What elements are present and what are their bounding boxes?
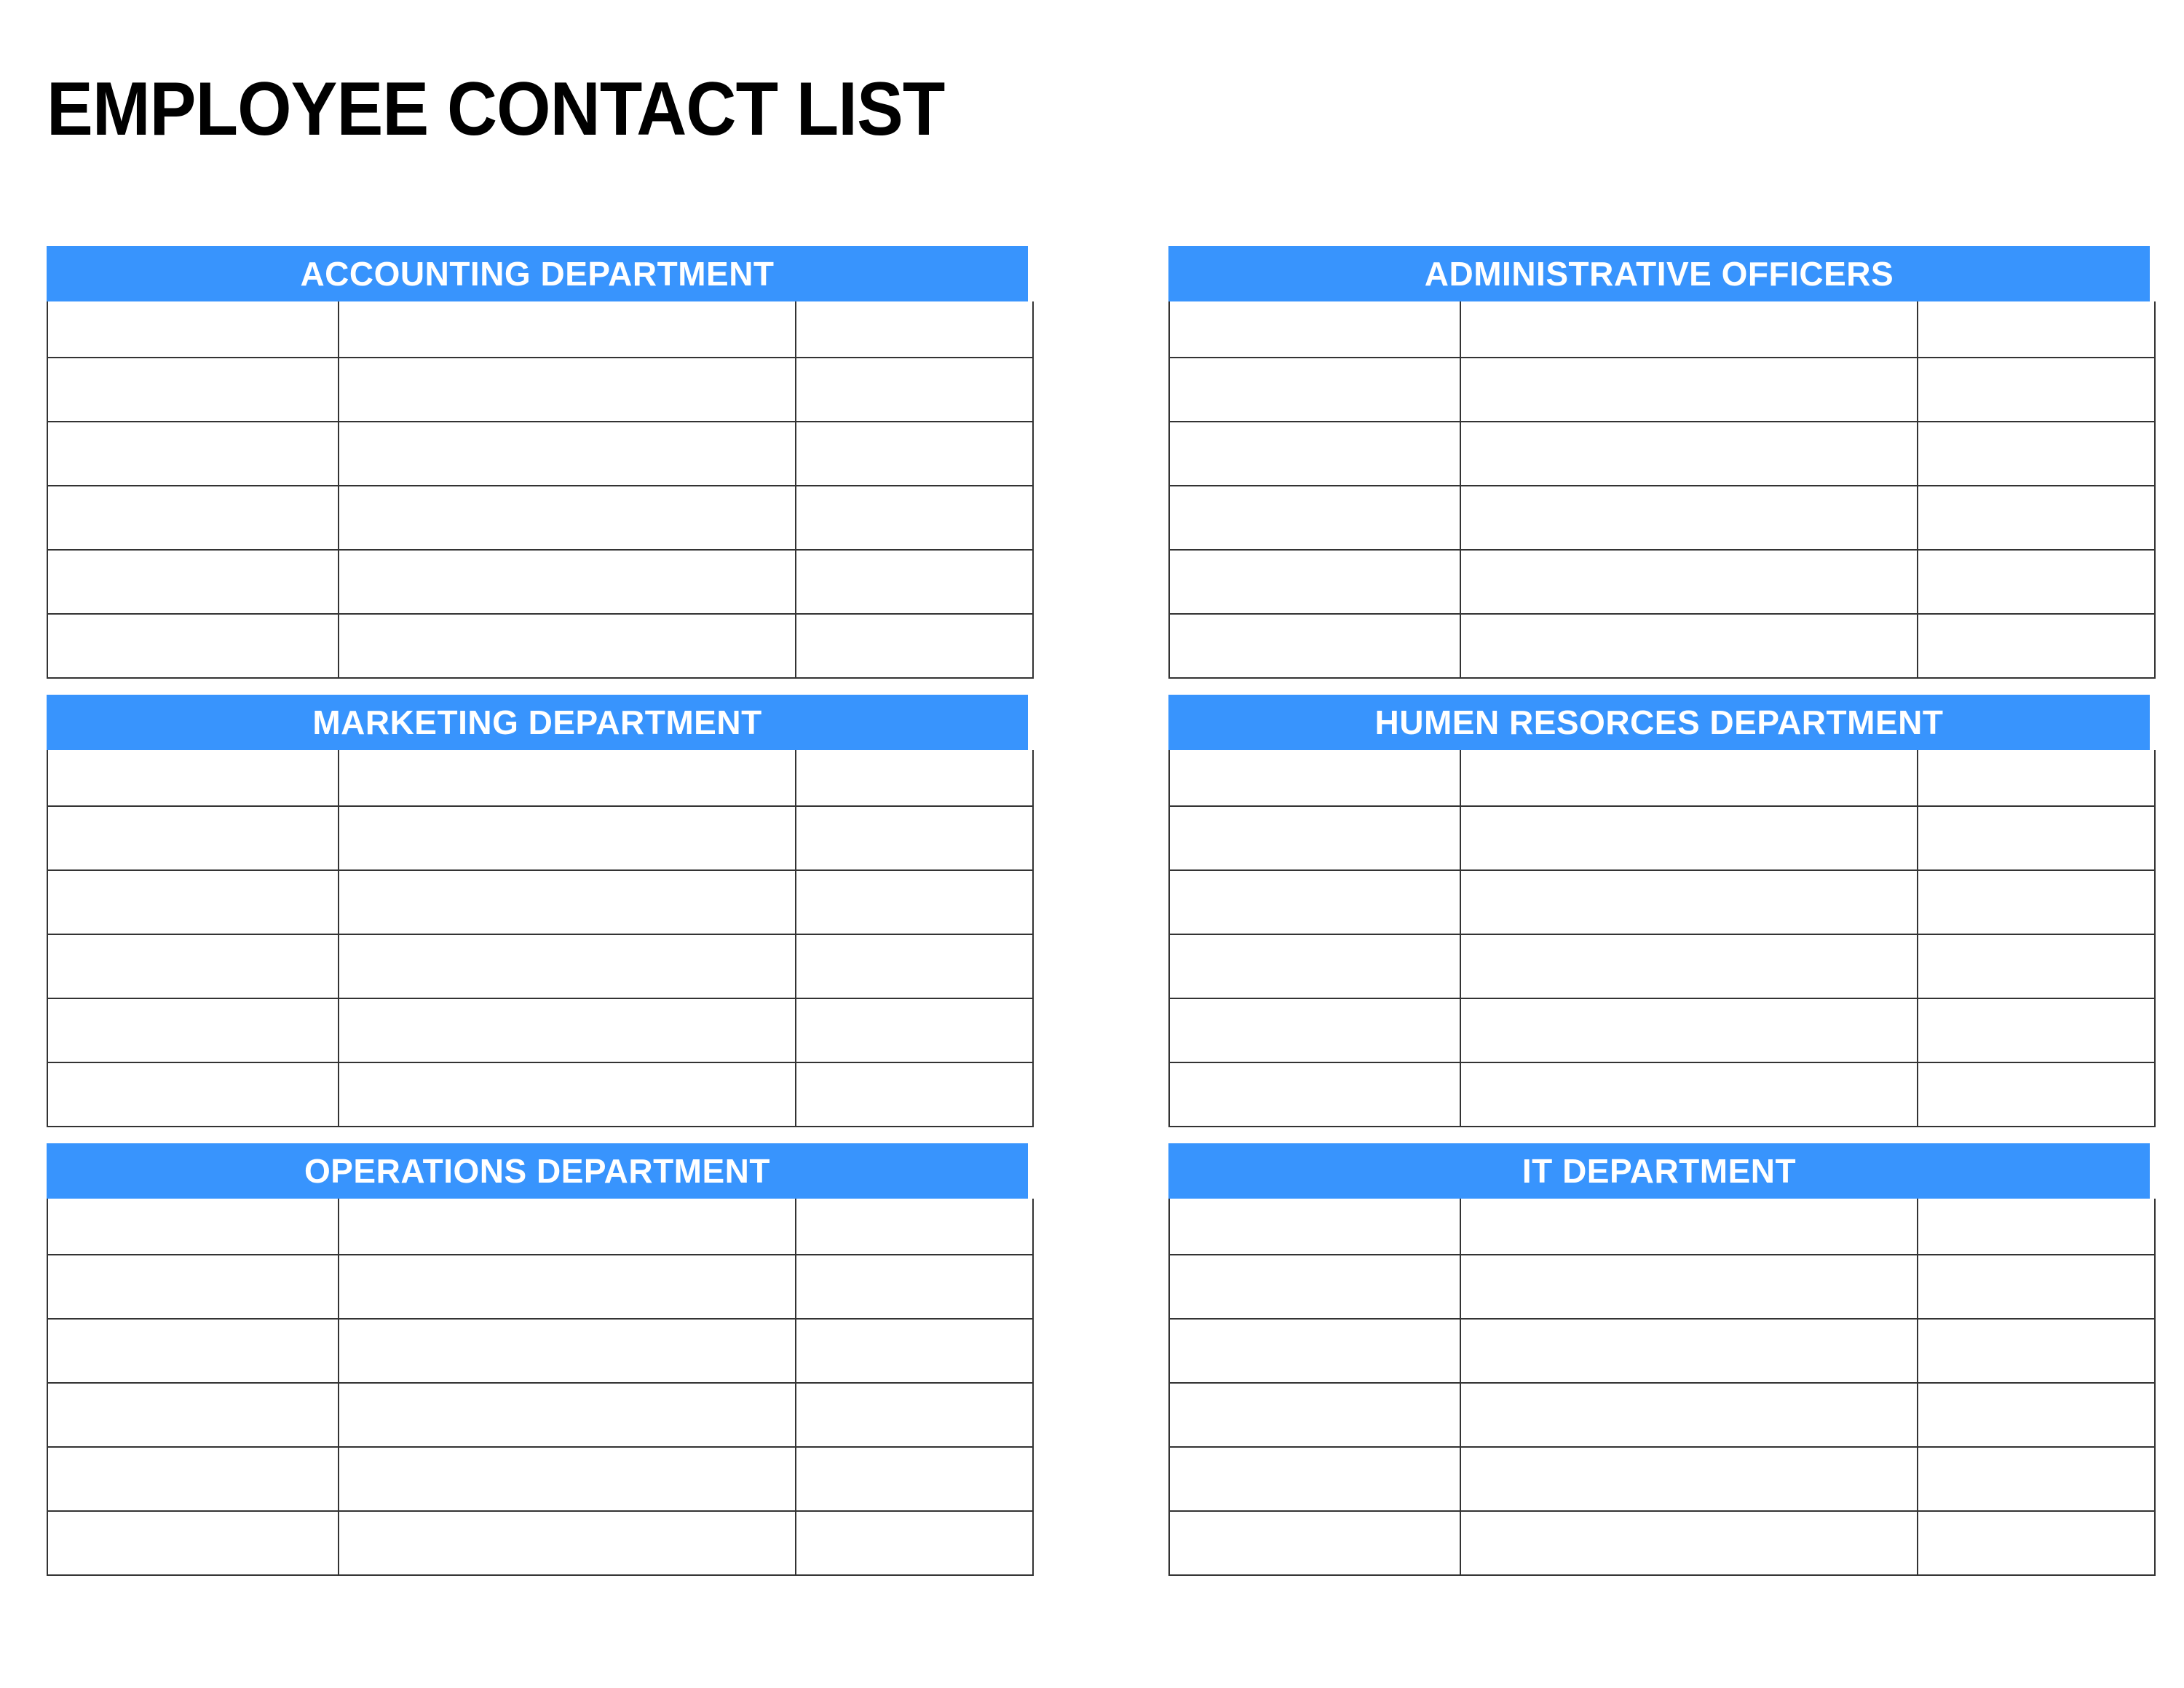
table-cell[interactable] bbox=[796, 1255, 1033, 1319]
table-row bbox=[47, 1319, 1033, 1383]
contact-table bbox=[1168, 1199, 2156, 1576]
table-row bbox=[47, 550, 1033, 614]
table-cell[interactable] bbox=[1460, 1383, 1918, 1447]
table-row bbox=[47, 422, 1033, 486]
table-cell[interactable] bbox=[1918, 1511, 2155, 1575]
table-cell[interactable] bbox=[339, 934, 796, 998]
table-cell[interactable] bbox=[796, 934, 1033, 998]
table-cell[interactable] bbox=[796, 998, 1033, 1062]
table-row bbox=[1169, 1319, 2155, 1383]
table-row bbox=[1169, 1383, 2155, 1447]
table-cell[interactable] bbox=[1918, 750, 2155, 806]
table-cell[interactable] bbox=[796, 550, 1033, 614]
table-cell[interactable] bbox=[1460, 1062, 1918, 1127]
table-cell[interactable] bbox=[339, 1062, 796, 1127]
table-cell[interactable] bbox=[339, 1447, 796, 1511]
table-row bbox=[1169, 1062, 2155, 1127]
table-row bbox=[47, 1199, 1033, 1255]
table-cell[interactable] bbox=[1918, 934, 2155, 998]
table-row bbox=[47, 1255, 1033, 1319]
table-cell[interactable] bbox=[47, 750, 339, 806]
table-cell[interactable] bbox=[339, 806, 796, 870]
table-cell[interactable] bbox=[1169, 806, 1460, 870]
table-cell[interactable] bbox=[47, 550, 339, 614]
table-cell[interactable] bbox=[47, 934, 339, 998]
table-cell[interactable] bbox=[1169, 358, 1460, 422]
table-cell[interactable] bbox=[1169, 422, 1460, 486]
table-cell[interactable] bbox=[1169, 998, 1460, 1062]
section-accounting bbox=[47, 246, 1028, 679]
table-row bbox=[47, 1062, 1033, 1127]
table-cell[interactable] bbox=[1169, 1319, 1460, 1383]
table-cell[interactable] bbox=[1918, 301, 2155, 358]
table-row bbox=[1169, 998, 2155, 1062]
table-cell[interactable] bbox=[1169, 870, 1460, 934]
table-row bbox=[1169, 550, 2155, 614]
table-row bbox=[1169, 422, 2155, 486]
table-cell[interactable] bbox=[1460, 614, 1918, 678]
table-row bbox=[1169, 614, 2155, 678]
table-row bbox=[1169, 1199, 2155, 1255]
table-cell[interactable] bbox=[1460, 301, 1918, 358]
table-cell[interactable] bbox=[1918, 806, 2155, 870]
table-row bbox=[47, 1511, 1033, 1575]
table-cell[interactable] bbox=[796, 301, 1033, 358]
table-cell[interactable] bbox=[339, 614, 796, 678]
table-row bbox=[47, 806, 1033, 870]
table-row bbox=[47, 486, 1033, 550]
table-cell[interactable] bbox=[1169, 1199, 1460, 1255]
table-cell[interactable] bbox=[47, 998, 339, 1062]
table-row bbox=[47, 358, 1033, 422]
table-cell[interactable] bbox=[796, 614, 1033, 678]
table-row bbox=[47, 998, 1033, 1062]
table-cell[interactable] bbox=[339, 1383, 796, 1447]
table-cell[interactable] bbox=[1918, 870, 2155, 934]
section-header: MARKETING DEPARTMENT bbox=[47, 695, 1028, 750]
table-cell[interactable] bbox=[796, 1319, 1033, 1383]
table-cell[interactable] bbox=[1918, 1319, 2155, 1383]
table-cell[interactable] bbox=[339, 1199, 796, 1255]
table-cell[interactable] bbox=[339, 750, 796, 806]
table-row bbox=[47, 1383, 1033, 1447]
table-cell[interactable] bbox=[1169, 1255, 1460, 1319]
table-cell[interactable] bbox=[339, 1511, 796, 1575]
table-cell[interactable] bbox=[339, 1319, 796, 1383]
contact-table bbox=[1168, 750, 2156, 1127]
contact-table bbox=[47, 301, 1034, 679]
table-cell[interactable] bbox=[796, 486, 1033, 550]
table-row bbox=[1169, 1447, 2155, 1511]
table-cell[interactable] bbox=[1169, 301, 1460, 358]
table-cell[interactable] bbox=[1169, 934, 1460, 998]
table-cell[interactable] bbox=[1460, 1255, 1918, 1319]
table-cell[interactable] bbox=[1169, 486, 1460, 550]
table-row bbox=[47, 934, 1033, 998]
table-row bbox=[1169, 750, 2155, 806]
table-cell[interactable] bbox=[1460, 806, 1918, 870]
table-cell[interactable] bbox=[1460, 550, 1918, 614]
table-row bbox=[47, 870, 1033, 934]
table-cell[interactable] bbox=[1460, 486, 1918, 550]
table-row bbox=[1169, 1511, 2155, 1575]
table-cell[interactable] bbox=[47, 422, 339, 486]
table-cell[interactable] bbox=[47, 358, 339, 422]
table-row bbox=[47, 750, 1033, 806]
table-cell[interactable] bbox=[339, 870, 796, 934]
table-row bbox=[1169, 1255, 2155, 1319]
table-cell[interactable] bbox=[1169, 550, 1460, 614]
table-cell[interactable] bbox=[1918, 1199, 2155, 1255]
table-cell[interactable] bbox=[1918, 614, 2155, 678]
section-header: HUMEN RESORCES DEPARTMENT bbox=[1168, 695, 2150, 750]
table-cell[interactable] bbox=[47, 870, 339, 934]
table-cell[interactable] bbox=[1918, 1255, 2155, 1319]
table-cell[interactable] bbox=[1460, 750, 1918, 806]
section-operations bbox=[47, 1143, 1028, 1576]
table-cell[interactable] bbox=[47, 1199, 339, 1255]
table-row bbox=[1169, 358, 2155, 422]
table-cell[interactable] bbox=[1460, 870, 1918, 934]
table-row bbox=[47, 614, 1033, 678]
contact-table bbox=[1168, 301, 2156, 679]
table-cell[interactable] bbox=[1918, 550, 2155, 614]
table-cell[interactable] bbox=[1460, 998, 1918, 1062]
table-cell[interactable] bbox=[796, 1383, 1033, 1447]
table-cell[interactable] bbox=[47, 1383, 339, 1447]
contact-table bbox=[47, 1199, 1034, 1576]
table-cell[interactable] bbox=[1169, 1511, 1460, 1575]
table-cell[interactable] bbox=[1460, 422, 1918, 486]
table-row bbox=[47, 301, 1033, 358]
table-cell[interactable] bbox=[47, 301, 339, 358]
table-cell[interactable] bbox=[1918, 1383, 2155, 1447]
table-cell[interactable] bbox=[47, 486, 339, 550]
table-cell[interactable] bbox=[1169, 1447, 1460, 1511]
table-cell[interactable] bbox=[1460, 1319, 1918, 1383]
table-cell[interactable] bbox=[47, 1255, 339, 1319]
table-row bbox=[47, 1447, 1033, 1511]
table-cell[interactable] bbox=[796, 1199, 1033, 1255]
table-cell[interactable] bbox=[47, 1511, 339, 1575]
table-cell[interactable] bbox=[47, 806, 339, 870]
table-cell[interactable] bbox=[339, 1255, 796, 1319]
section-header: ACCOUNTING DEPARTMENT bbox=[47, 246, 1028, 301]
section-human-resources bbox=[1168, 695, 2150, 1127]
table-cell[interactable] bbox=[1918, 1062, 2155, 1127]
table-cell[interactable] bbox=[1460, 1447, 1918, 1511]
table-cell[interactable] bbox=[796, 806, 1033, 870]
table-cell[interactable] bbox=[796, 358, 1033, 422]
table-cell[interactable] bbox=[339, 486, 796, 550]
table-cell[interactable] bbox=[47, 1447, 339, 1511]
section-administrative bbox=[1168, 246, 2150, 679]
section-it bbox=[1168, 1143, 2150, 1576]
table-cell[interactable] bbox=[796, 1447, 1033, 1511]
table-cell[interactable] bbox=[1460, 1199, 1918, 1255]
table-cell[interactable] bbox=[796, 870, 1033, 934]
table-cell[interactable] bbox=[796, 750, 1033, 806]
table-cell[interactable] bbox=[796, 1511, 1033, 1575]
table-cell[interactable] bbox=[47, 1319, 339, 1383]
table-cell[interactable] bbox=[1918, 358, 2155, 422]
section-header: IT DEPARTMENT bbox=[1168, 1143, 2150, 1199]
table-cell[interactable] bbox=[339, 301, 796, 358]
table-cell[interactable] bbox=[339, 358, 796, 422]
table-cell[interactable] bbox=[339, 998, 796, 1062]
table-cell[interactable] bbox=[1169, 750, 1460, 806]
table-cell[interactable] bbox=[1918, 422, 2155, 486]
table-cell[interactable] bbox=[1918, 486, 2155, 550]
table-cell[interactable] bbox=[796, 1062, 1033, 1127]
table-row bbox=[1169, 870, 2155, 934]
table-cell[interactable] bbox=[1918, 998, 2155, 1062]
table-cell[interactable] bbox=[796, 422, 1033, 486]
table-cell[interactable] bbox=[1460, 1511, 1918, 1575]
table-row bbox=[1169, 301, 2155, 358]
table-row bbox=[1169, 934, 2155, 998]
table-cell[interactable] bbox=[47, 1062, 339, 1127]
section-header: ADMINISTRATIVE OFFICERS bbox=[1168, 246, 2150, 301]
section-header: OPERATIONS DEPARTMENT bbox=[47, 1143, 1028, 1199]
table-cell[interactable] bbox=[1169, 1062, 1460, 1127]
contact-table bbox=[47, 750, 1034, 1127]
table-cell[interactable] bbox=[1169, 614, 1460, 678]
table-cell[interactable] bbox=[339, 550, 796, 614]
page-title: EMPLOYEE CONTACT LIST bbox=[47, 67, 945, 151]
table-cell[interactable] bbox=[1460, 358, 1918, 422]
section-marketing bbox=[47, 695, 1028, 1127]
table-cell[interactable] bbox=[47, 614, 339, 678]
table-cell[interactable] bbox=[1918, 1447, 2155, 1511]
table-cell[interactable] bbox=[339, 422, 796, 486]
table-cell[interactable] bbox=[1169, 1383, 1460, 1447]
table-cell[interactable] bbox=[1460, 934, 1918, 998]
table-row bbox=[1169, 486, 2155, 550]
table-row bbox=[1169, 806, 2155, 870]
